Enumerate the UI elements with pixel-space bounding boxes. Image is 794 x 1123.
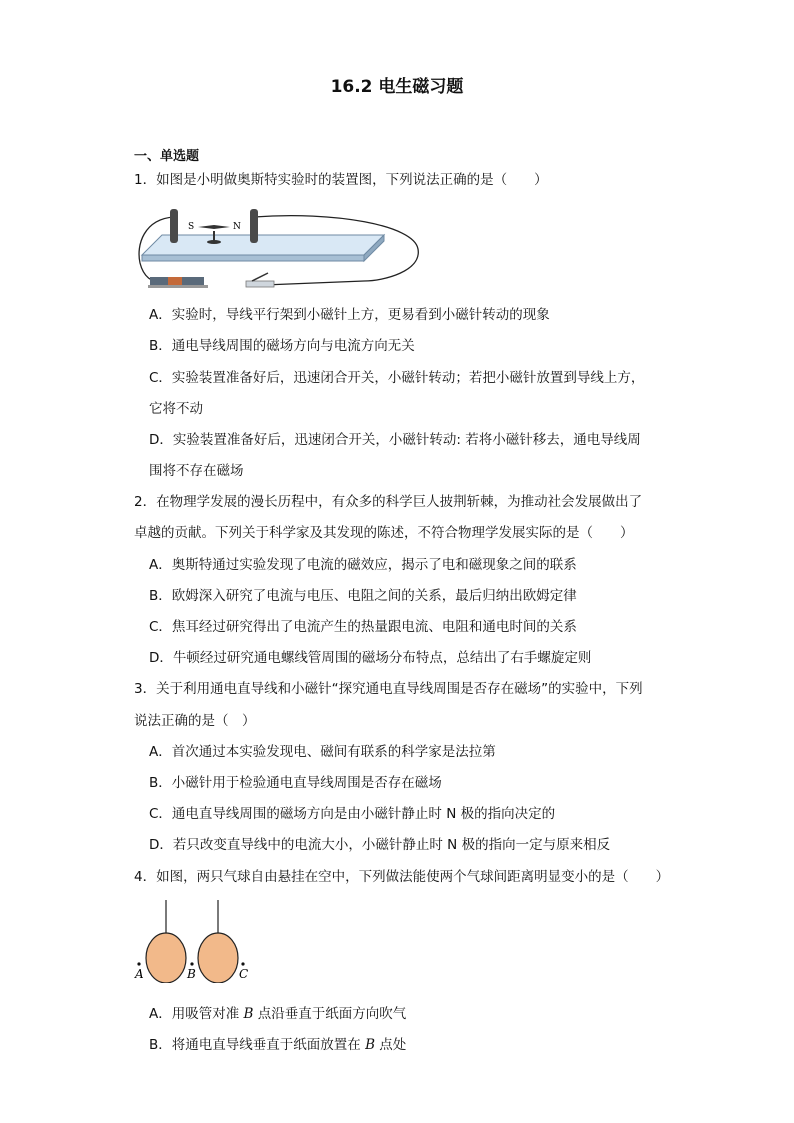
q4-stem: 4．如图，两只气球自由悬挂在空中，下列做法能使两个气球间距离明显变小的是（ ） — [134, 869, 670, 885]
north-pole-label: N — [233, 222, 241, 232]
q1-stem: 1．如图是小明做奥斯特实验时的装置图，下列说法正确的是（ ） — [134, 172, 548, 188]
q1-option-d-cont: 围将不存在磁场 — [149, 463, 244, 479]
q3-stem: 3．关于利用通电直导线和小磁针“探究通电直导线周围是否存在磁场”的实验中，下列 — [134, 681, 643, 697]
q1-option-d: D．实验装置准备好后，迅速闭合开关，小磁针转动: 若将小磁针移去，通电导线周 — [149, 432, 641, 448]
q4-option-a — [149, 1004, 406, 1024]
q2-option-a: A．奥斯特通过实验发现了电流的磁效应，揭示了电和磁现象之间的联系 — [149, 557, 577, 573]
q2-stem-cont: 卓越的贡献。下列关于科学家及其发现的陈述，不符合物理学发展实际的是（ ） — [134, 525, 634, 541]
oersted-apparatus-figure — [134, 205, 424, 290]
q3-option-d: D．若只改变直导线中的电流大小，小磁针静止时 N 极的指向一定与原来相反 — [149, 837, 611, 853]
q4-option-b — [149, 1035, 406, 1055]
q2-option-b: B．欧姆深入研究了电流与电压、电阻之间的关系，最后归纳出欧姆定律 — [149, 588, 577, 604]
south-pole-label: S — [188, 222, 195, 232]
q2-option-c: C．焦耳经过研究得出了电流产生的热量跟电流、电阻和通电时间的关系 — [149, 619, 577, 635]
q1-option-b: B．通电导线周围的磁场方向与电流方向无关 — [149, 338, 415, 354]
q1-option-c: C．实验装置准备好后，迅速闭合开关，小磁针转动；若把小磁针放置到导线上方， — [149, 370, 645, 386]
point-a-label: A — [135, 967, 144, 981]
q4-option-a-point: B — [243, 1006, 254, 1022]
q4-option-a-text: A．用吸管对准 — [149, 1006, 244, 1022]
q3-option-b: B．小磁针用于检验通电直导线周围是否存在磁场 — [149, 775, 442, 791]
q4-option-b-point: B — [365, 1037, 375, 1053]
section-heading: 一、单选题 — [134, 149, 200, 164]
point-c-label: C — [239, 967, 249, 981]
q1-option-a: A．实验时，导线平行架到小磁针上方，更易看到小磁针转动的现象 — [149, 307, 550, 323]
q4-option-b-text: B．将通电直导线垂直于纸面放置在 — [149, 1037, 366, 1053]
q3-option-a: A．首次通过本实验发现电、磁间有联系的科学家是法拉第 — [149, 744, 496, 760]
q2-stem: 2．在物理学发展的漫长历程中，有众多的科学巨人披荆斩棘，为推动社会发展做出了 — [134, 494, 643, 510]
q2-option-d: D．牛顿经过研究通电螺线管周围的磁场分布特点，总结出了右手螺旋定则 — [149, 650, 592, 666]
point-b-label: B — [187, 967, 196, 981]
q4-option-b-text-end: 点处 — [374, 1037, 407, 1053]
q3-option-c: C．通电直导线周围的磁场方向是由小磁针静止时 N 极的指向决定的 — [149, 806, 556, 822]
balloons-figure — [132, 898, 257, 983]
q1-option-c-cont: 它将不动 — [149, 401, 203, 417]
page-title: 16.2 电生磁习题 — [330, 77, 464, 97]
q3-stem-cont: 说法正确的是（ ） — [134, 713, 256, 729]
q4-option-a-text-end: 点沿垂直于纸面方向吹气 — [253, 1006, 407, 1022]
